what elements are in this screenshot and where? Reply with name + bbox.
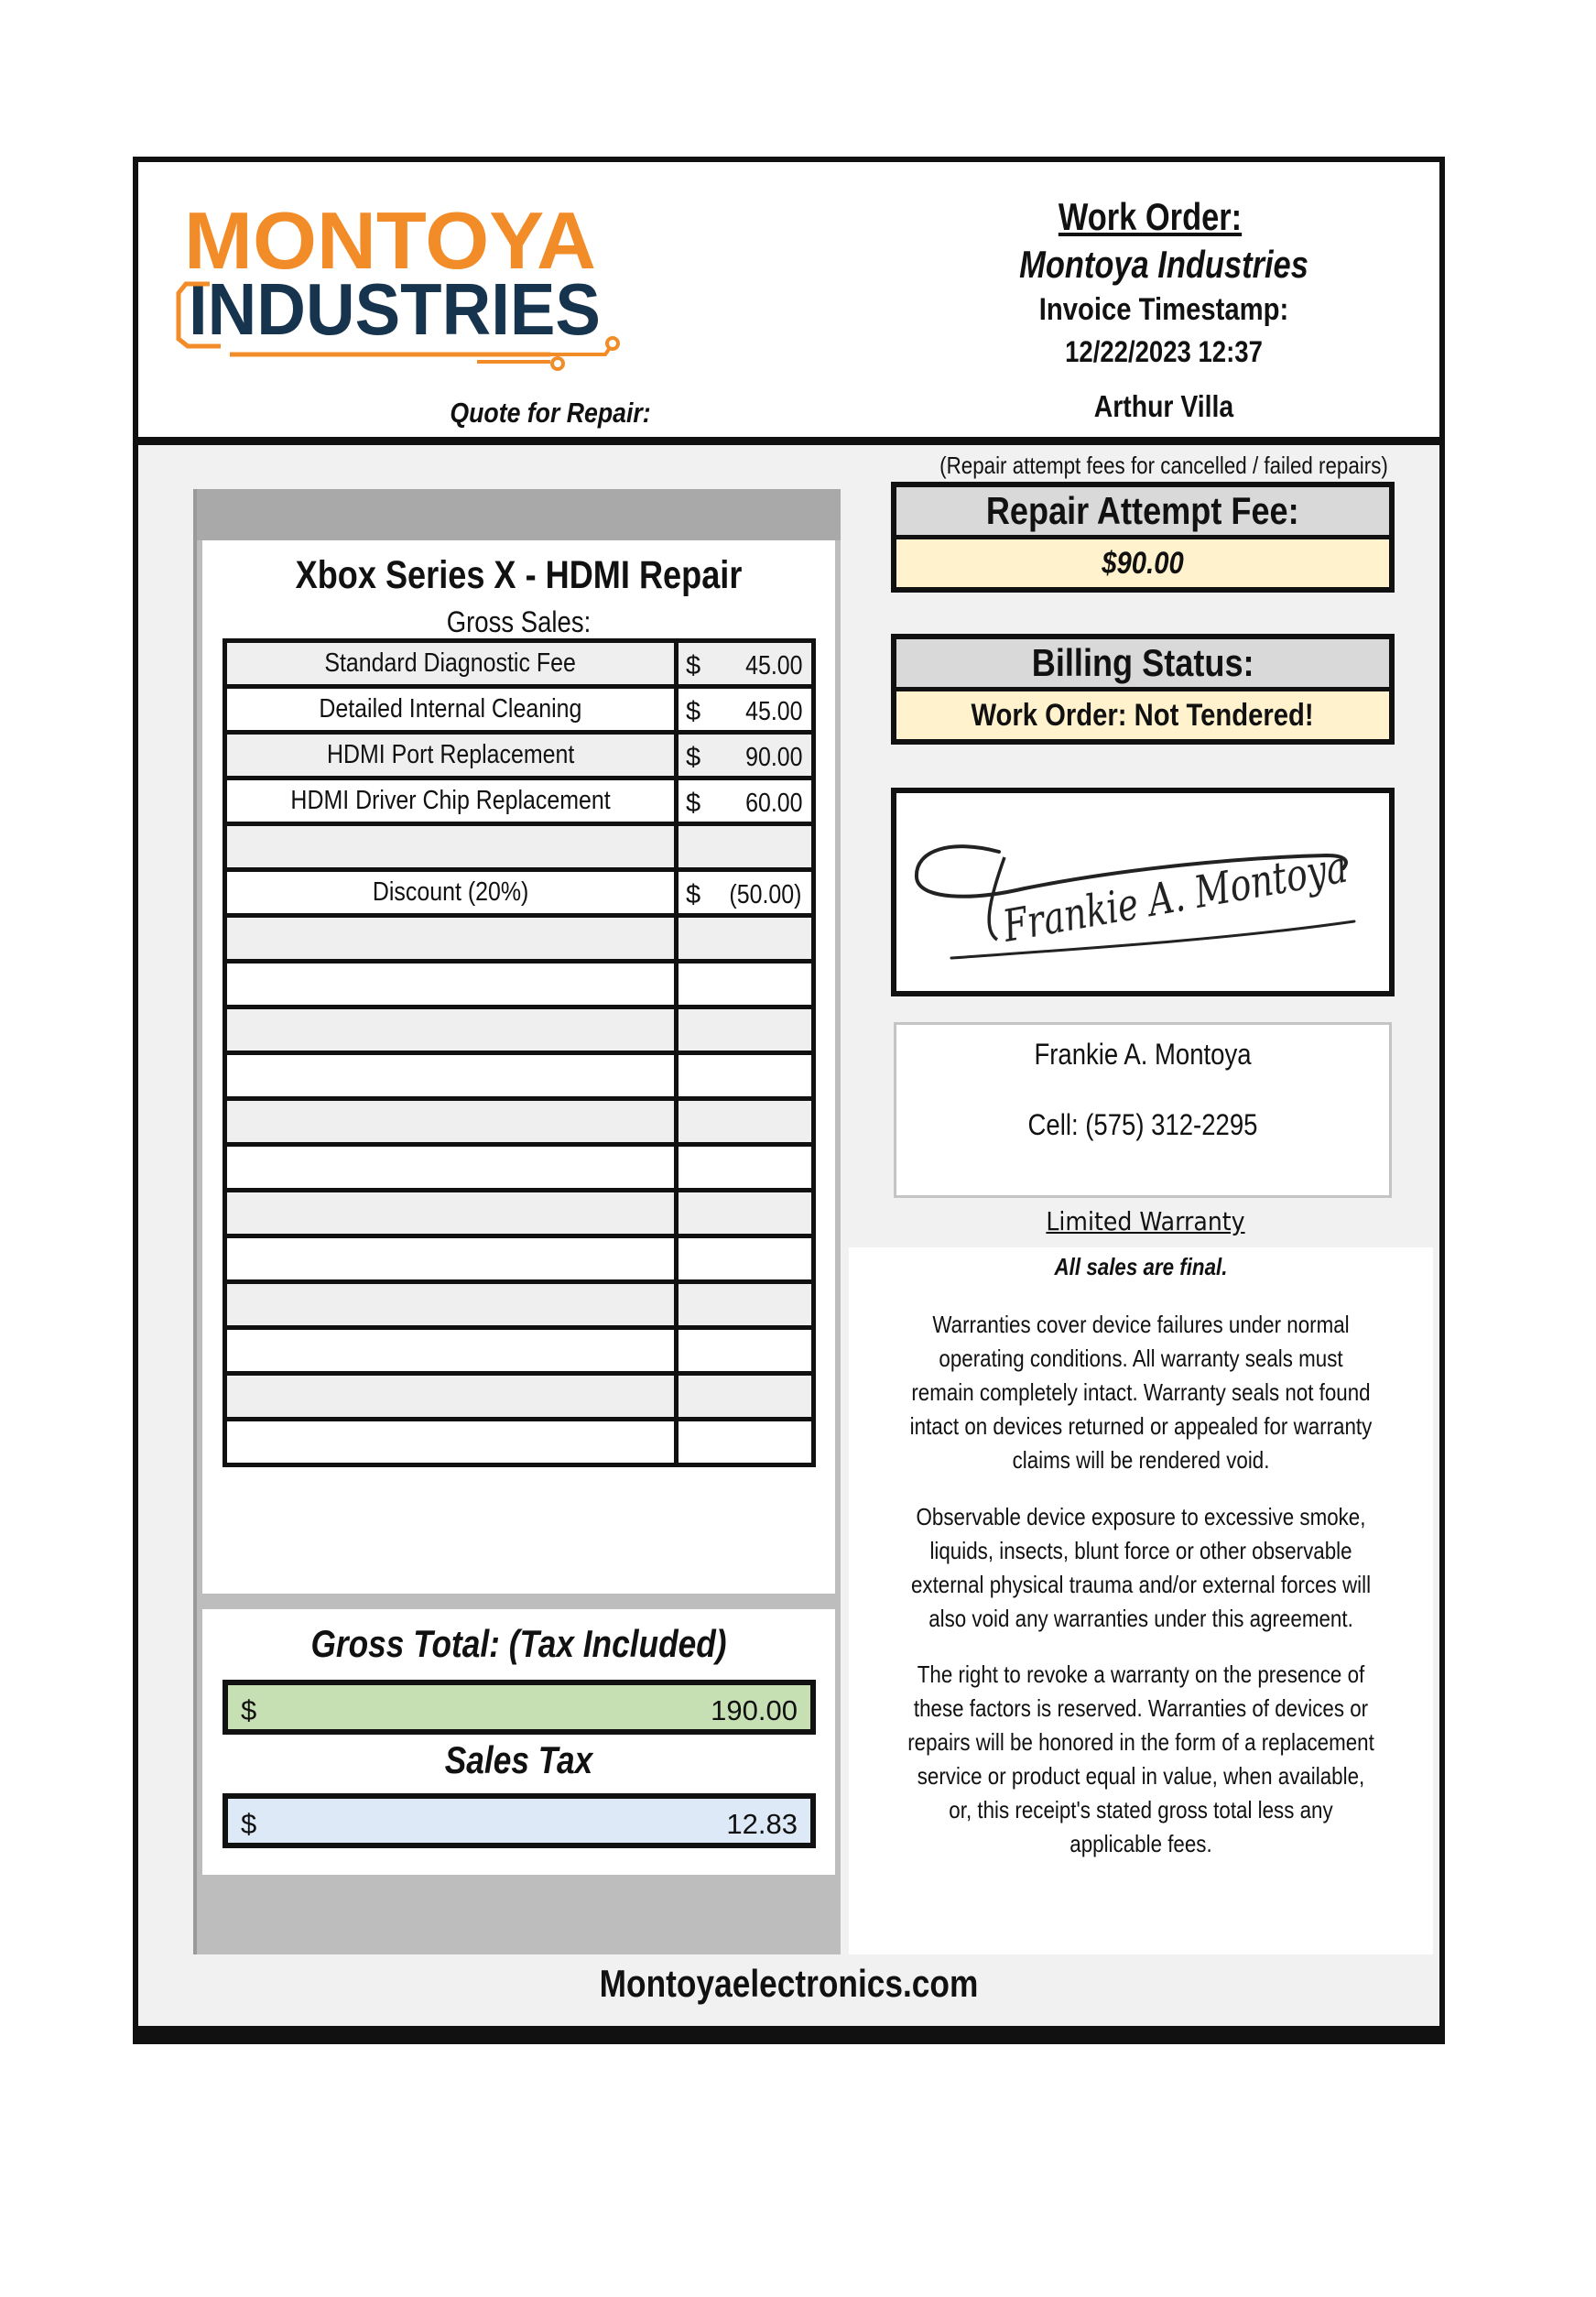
item-description xyxy=(225,1099,677,1145)
gross-total-box xyxy=(223,1680,816,1735)
item-description xyxy=(225,824,677,870)
quote-for-repair-label: Quote for Repair: xyxy=(450,397,651,429)
item-description: Discount (20%) xyxy=(225,870,677,916)
item-amount xyxy=(677,824,814,870)
item-description xyxy=(225,1191,677,1236)
sales-tax-value: 12.83 xyxy=(726,1808,798,1840)
contact-box xyxy=(894,1022,1392,1198)
service-title: Xbox Series X - HDMI Repair xyxy=(295,553,743,597)
table-row xyxy=(225,916,814,962)
item-description: HDMI Port Replacement xyxy=(225,733,677,778)
table-row xyxy=(225,824,814,870)
gross-total-label: Gross Total: (Tax Included) xyxy=(310,1622,727,1665)
item-amount xyxy=(677,1374,814,1420)
item-amount xyxy=(677,1191,814,1236)
item-amount xyxy=(677,1236,814,1282)
billing-status-box xyxy=(891,634,1395,745)
timestamp-value: 12/22/2023 12:37 xyxy=(1065,335,1263,368)
quote-panel xyxy=(193,489,841,1954)
item-description xyxy=(225,916,677,962)
item-description xyxy=(225,1282,677,1328)
item-description: HDMI Driver Chip Replacement xyxy=(225,778,677,824)
signature-box xyxy=(891,788,1443,996)
item-description xyxy=(225,1145,677,1191)
footer-bar xyxy=(138,2026,1439,2039)
item-amount: $ 45.00 xyxy=(677,641,814,687)
montoya-logo xyxy=(175,197,614,371)
table-row xyxy=(225,1374,814,1420)
item-description xyxy=(225,1374,677,1420)
line-items-table xyxy=(223,638,816,1467)
item-amount xyxy=(677,1328,814,1374)
repair-fee-label: Repair Attempt Fee: xyxy=(896,487,1389,539)
table-row xyxy=(225,641,814,687)
work-order-title: Work Order: xyxy=(1058,195,1243,238)
table-row xyxy=(225,1236,814,1282)
item-description xyxy=(225,1420,677,1465)
website-link[interactable]: Montoyaelectronics.com xyxy=(599,1962,979,2005)
item-amount: $ (50.00) xyxy=(677,870,814,916)
table-row xyxy=(225,733,814,778)
customer-name: Arthur Villa xyxy=(1093,389,1234,423)
svg-text:Frankie A. Montoya: Frankie A. Montoya xyxy=(999,824,1443,953)
warranty-title: Limited Warranty xyxy=(1046,1206,1245,1236)
item-amount xyxy=(677,1282,814,1328)
item-amount xyxy=(677,1007,814,1053)
work-order-header xyxy=(880,195,1448,424)
item-amount: $ 60.00 xyxy=(677,778,814,824)
warranty-paragraph-3: The right to revoke a warranty on the presence of these factors is reserved. Warranties of devices or repairs will be honored in the form of a replacement service or product equal in value, when available, or, this receipt's stated gross total less any applicable fees. xyxy=(907,1660,1374,1857)
timestamp-label: Invoice Timestamp: xyxy=(1038,292,1289,327)
warranty-paragraph-2: Observable device exposure to excessive smoke, liquids, insects, blunt force or other observable external physical trauma and/or external forces will also void any warranties under this agreement. xyxy=(910,1503,1372,1632)
gross-sales-label: Gross Sales: xyxy=(446,605,592,638)
warranty-section xyxy=(849,1247,1433,1954)
table-row xyxy=(225,1282,814,1328)
item-description: Standard Diagnostic Fee xyxy=(225,641,677,687)
item-description: Detailed Internal Cleaning xyxy=(225,687,677,733)
item-amount xyxy=(677,1053,814,1099)
sales-tax-currency: $ xyxy=(241,1808,257,1840)
sales-tax-box xyxy=(223,1793,816,1848)
quote-panel-top-bar xyxy=(197,489,841,540)
item-amount xyxy=(677,1145,814,1191)
table-row xyxy=(225,1007,814,1053)
svg-text:INDUSTRIES: INDUSTRIES xyxy=(189,268,601,350)
table-row xyxy=(225,1099,814,1145)
gross-total-value: 190.00 xyxy=(711,1694,798,1726)
svg-text:MONTOYA: MONTOYA xyxy=(184,195,596,286)
item-amount xyxy=(677,962,814,1007)
table-row xyxy=(225,1420,814,1465)
sales-tax-label: Sales Tax xyxy=(444,1738,593,1781)
table-row xyxy=(225,687,814,733)
warranty-paragraph-1: Warranties cover device failures under normal operating conditions. All warranty seals must remain completely intact. Warranty seals not found intact on devices returned or appealed for warranty claims will be rendered void. xyxy=(909,1311,1373,1474)
item-amount: $ 90.00 xyxy=(677,733,814,778)
billing-status-value: Work Order: Not Tendered! xyxy=(896,691,1389,739)
item-amount xyxy=(677,1420,814,1465)
table-row xyxy=(225,962,814,1007)
repair-fee-value: $90.00 xyxy=(896,539,1389,587)
fee-note: (Repair attempt fees for cancelled / failed repairs) xyxy=(939,452,1388,479)
warranty-final-note: All sales are final. xyxy=(1054,1253,1228,1280)
item-description xyxy=(225,1328,677,1374)
company-name: Montoya Industries xyxy=(1019,243,1308,286)
item-description xyxy=(225,962,677,1007)
table-row xyxy=(225,1053,814,1099)
header-section xyxy=(138,162,1439,445)
table-row xyxy=(225,1328,814,1374)
signer-phone: Cell: (575) 312-2295 xyxy=(1027,1108,1258,1141)
item-description xyxy=(225,1236,677,1282)
table-row xyxy=(225,870,814,916)
gross-total-currency: $ xyxy=(241,1694,257,1726)
item-amount xyxy=(677,1099,814,1145)
table-row xyxy=(225,778,814,824)
repair-fee-box xyxy=(891,482,1395,593)
billing-status-label: Billing Status: xyxy=(896,639,1389,691)
signer-name: Frankie A. Montoya xyxy=(1034,1038,1252,1071)
work-order-sheet xyxy=(133,157,1445,2044)
signature-image xyxy=(896,793,1443,991)
table-row xyxy=(225,1191,814,1236)
table-row xyxy=(225,1145,814,1191)
item-description xyxy=(225,1053,677,1099)
item-amount: $ 45.00 xyxy=(677,687,814,733)
item-description xyxy=(225,1007,677,1053)
item-amount xyxy=(677,916,814,962)
